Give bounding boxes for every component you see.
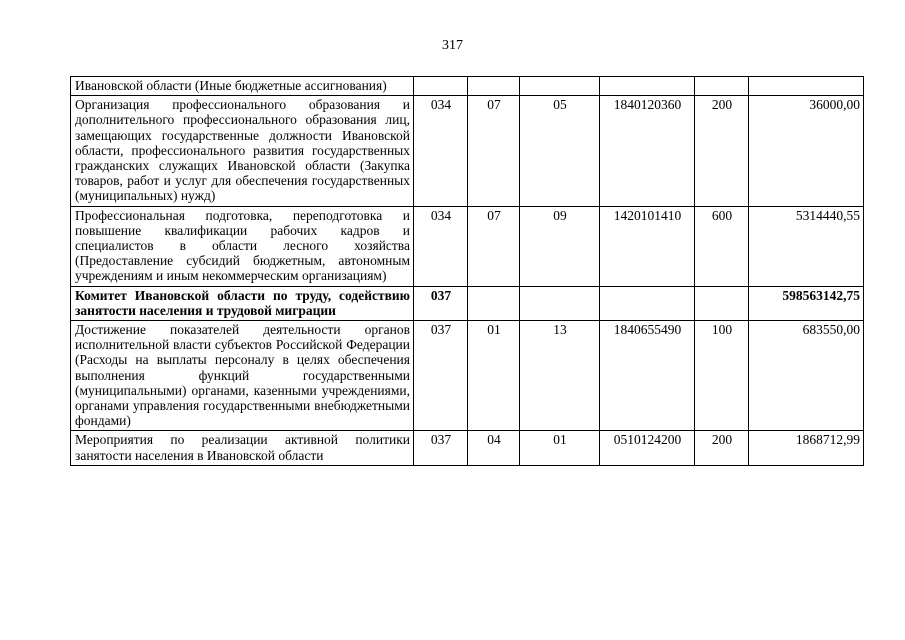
table-body xyxy=(71,77,864,466)
expense-type-code: 200 xyxy=(695,96,749,206)
expense-description: Достижение показателей деятельности органов исполнительной власти субъектов Российской Федерации (Расходы на выплаты персоналу в целях обеспечения выполнения функций государственными (муниципальными) органами, казенными учреждениями, органами управления государственными внебюджетными фондами) xyxy=(71,321,414,431)
section-code: 01 xyxy=(468,321,520,431)
subsection-code: 09 xyxy=(520,206,600,286)
expense-type-code: 600 xyxy=(695,206,749,286)
ministry-code: 037 xyxy=(414,431,468,465)
target-code: 1420101410 xyxy=(600,206,695,286)
target-code: 1840120360 xyxy=(600,96,695,206)
subsection-code xyxy=(520,77,600,96)
expense-type-code xyxy=(695,286,749,320)
table-row xyxy=(71,77,864,96)
ministry-code xyxy=(414,77,468,96)
amount: 1868712,99 xyxy=(749,431,864,465)
section-code: 07 xyxy=(468,96,520,206)
table-row xyxy=(71,431,864,465)
amount: 598563142,75 xyxy=(749,286,864,320)
target-code: 0510124200 xyxy=(600,431,695,465)
expense-type-code: 100 xyxy=(695,321,749,431)
expense-description: Ивановской области (Иные бюджетные ассигнования) xyxy=(71,77,414,96)
table-row xyxy=(71,206,864,286)
target-code: 1840655490 xyxy=(600,321,695,431)
subsection-code: 13 xyxy=(520,321,600,431)
ministry-code: 037 xyxy=(414,286,468,320)
expense-description: Организация профессионального образования и дополнительного профессионального образования лиц, замещающих государственные должности Ивановской области, профессионального развития государственных гражданских служащих Ивановской области (Закупка товаров, работ и услуг для обеспечения государственных (муниципальных) нужд) xyxy=(71,96,414,206)
amount: 5314440,55 xyxy=(749,206,864,286)
amount xyxy=(749,77,864,96)
subsection-code: 05 xyxy=(520,96,600,206)
target-code xyxy=(600,286,695,320)
table-row xyxy=(71,286,864,320)
page-number: 317 xyxy=(442,38,463,53)
expense-type-code xyxy=(695,77,749,96)
ministry-code: 037 xyxy=(414,321,468,431)
ministry-code: 034 xyxy=(414,206,468,286)
amount: 683550,00 xyxy=(749,321,864,431)
expense-type-code: 200 xyxy=(695,431,749,465)
section-code: 04 xyxy=(468,431,520,465)
ministry-code: 034 xyxy=(414,96,468,206)
subsection-code: 01 xyxy=(520,431,600,465)
target-code xyxy=(600,77,695,96)
amount: 36000,00 xyxy=(749,96,864,206)
table-row xyxy=(71,96,864,206)
subsection-code xyxy=(520,286,600,320)
expense-description: Комитет Ивановской области по труду, содействию занятости населения и трудовой миграции xyxy=(71,286,414,320)
section-code xyxy=(468,286,520,320)
expense-description: Профессиональная подготовка, переподготовка и повышение квалификации рабочих кадров и специалистов в области лесного хозяйства (Предоставление субсидий бюджетным, автономным учреждениям и иным некоммерческим организациям) xyxy=(71,206,414,286)
budget-table xyxy=(70,76,864,466)
section-code xyxy=(468,77,520,96)
table-row xyxy=(71,321,864,431)
section-code: 07 xyxy=(468,206,520,286)
expense-description: Мероприятия по реализации активной политики занятости населения в Ивановской области xyxy=(71,431,414,465)
